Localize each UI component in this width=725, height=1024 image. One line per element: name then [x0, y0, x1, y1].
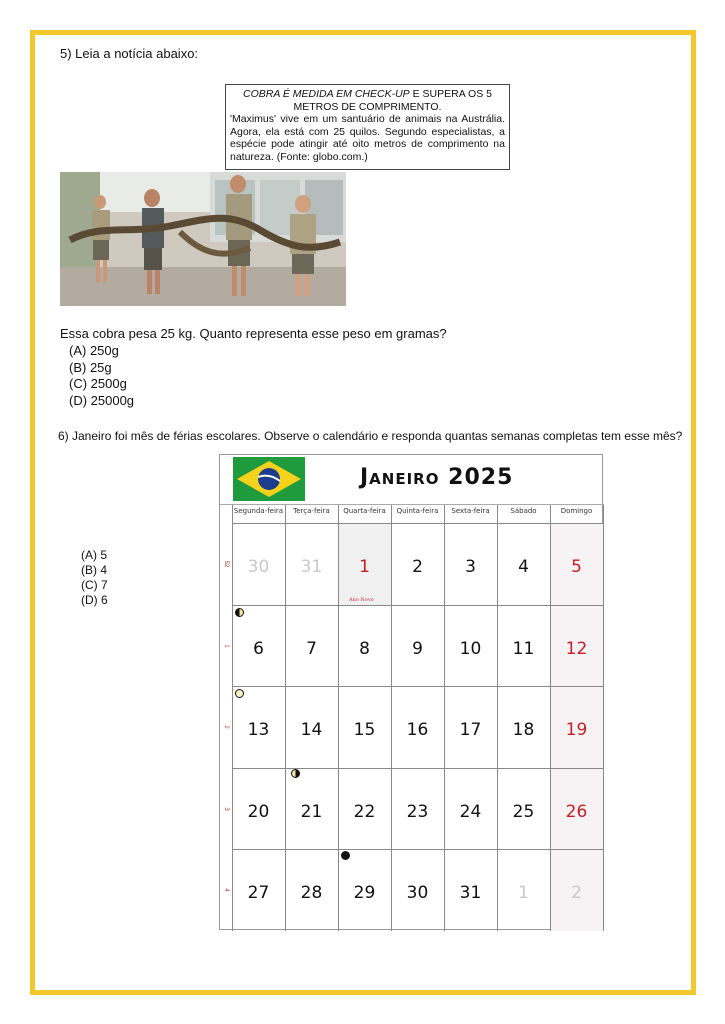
q6-option-d: (D) 6	[81, 593, 108, 607]
brazil-flag-icon	[233, 457, 305, 501]
question-5-title: 5) Leia a notícia abaixo:	[60, 46, 199, 61]
calendar-day: 5	[571, 557, 582, 577]
calendar-day: 26	[565, 801, 588, 822]
calendar-day: 4	[518, 557, 529, 577]
week-number: 52	[223, 560, 229, 568]
day-header: Quinta-feira	[396, 507, 439, 515]
calendar-day: 12	[565, 638, 588, 659]
q5-option-a: (A) 250g	[69, 343, 119, 358]
news-box	[225, 84, 510, 170]
calendar-day: 25	[512, 801, 535, 822]
news-headline-rest: E SUPERA OS 5 METROS DE COMPRIMENTO.	[293, 88, 492, 113]
calendar-day: 13	[247, 720, 270, 740]
calendar-day: 1	[518, 883, 529, 903]
calendar-day: 22	[353, 801, 376, 822]
calendar-header	[220, 455, 604, 505]
q5-option-b: (B) 25g	[69, 359, 112, 375]
question-6-options	[81, 548, 108, 608]
day-header: Terça-feira	[293, 507, 330, 515]
q6-option-a: (A) 5	[81, 548, 108, 562]
grid-vline	[603, 505, 604, 931]
news-body: 'Maximus' vive em um santuário de animais na Austrália. Agora, ela está com 25 quilos. Segundo especialistas, a espécie pode atingir até oito metros de comprimento na natureza. (Fonte: globo.com.)	[230, 113, 505, 163]
calendar-day: 27	[247, 883, 270, 903]
calendar-month: Janeiro	[360, 465, 440, 490]
calendar-day: 31	[300, 557, 323, 577]
calendar-day: 20	[247, 801, 270, 822]
calendar-day: 14	[300, 720, 323, 740]
calendar-year: 2025	[448, 465, 514, 490]
snake-photo-image	[60, 172, 346, 306]
grid-hline	[232, 686, 604, 687]
question-5-text: Essa cobra pesa 25 kg. Quanto representa esse peso em gramas?	[60, 326, 447, 341]
q6-option-b: (B) 4	[81, 563, 108, 577]
week-number: 3	[223, 806, 229, 811]
day-header: Segunda-feira	[233, 507, 284, 515]
question-6-text: 6) Janeiro foi mês de férias escolares. Observe o calendário e responda quantas semanas completas tem esse mês?	[58, 429, 683, 443]
grid-hline	[232, 605, 604, 606]
day-header: Sábado	[510, 507, 537, 515]
question-5-options	[69, 343, 134, 409]
calendar-day: 16	[406, 720, 429, 740]
day-header: Sexta-feira	[451, 507, 490, 515]
calendar-day: 8	[359, 638, 370, 659]
new-moon-icon	[341, 851, 350, 860]
week-number: 2	[223, 725, 229, 729]
full-moon-icon	[235, 689, 244, 698]
calendar-day: 30	[247, 557, 270, 577]
calendar-day: 9	[412, 638, 423, 659]
calendar-day: 2	[571, 883, 582, 903]
calendar-day: 10	[459, 638, 482, 659]
calendar-day: 24	[459, 801, 482, 822]
calendar-day: 7	[306, 638, 317, 659]
day-header: Quarta-feira	[343, 507, 386, 515]
q5-option-c: (C) 2500g	[69, 376, 127, 391]
first-quarter-icon	[235, 608, 244, 617]
calendar-day: 29	[353, 883, 376, 903]
calendar-day: 23	[406, 801, 429, 822]
holiday-label: Ano Novo	[349, 597, 374, 603]
calendar-day: 17	[459, 720, 482, 740]
calendar-day: 31	[459, 883, 482, 903]
calendar-day: 19	[565, 720, 588, 740]
grid-hline	[232, 849, 604, 850]
calendar-day: 11	[512, 638, 535, 659]
q5-option-d: (D) 25000g	[69, 392, 135, 408]
last-quarter-icon	[291, 769, 300, 778]
calendar-day: 6	[253, 638, 264, 659]
news-headline-italic: COBRA É MEDIDA EM CHECK-UP	[243, 88, 410, 100]
news-headline	[230, 88, 505, 113]
day-header: Domingo	[560, 507, 593, 515]
calendar-day: 1	[359, 557, 370, 577]
calendar-title	[360, 465, 513, 490]
q6-option-c: (C) 7	[81, 578, 108, 592]
calendar-day: 3	[465, 557, 476, 577]
snake-photo	[60, 172, 346, 306]
grid-hline	[232, 768, 604, 769]
calendar-day: 15	[353, 720, 376, 740]
calendar-day: 28	[300, 883, 323, 903]
calendar-day: 30	[406, 883, 429, 903]
calendar-day: 2	[412, 557, 423, 577]
calendar-day: 21	[300, 801, 323, 822]
week-number: 1	[223, 643, 229, 648]
calendar-day: 18	[512, 720, 535, 740]
calendar	[219, 454, 603, 930]
week-number: 4	[223, 888, 229, 892]
